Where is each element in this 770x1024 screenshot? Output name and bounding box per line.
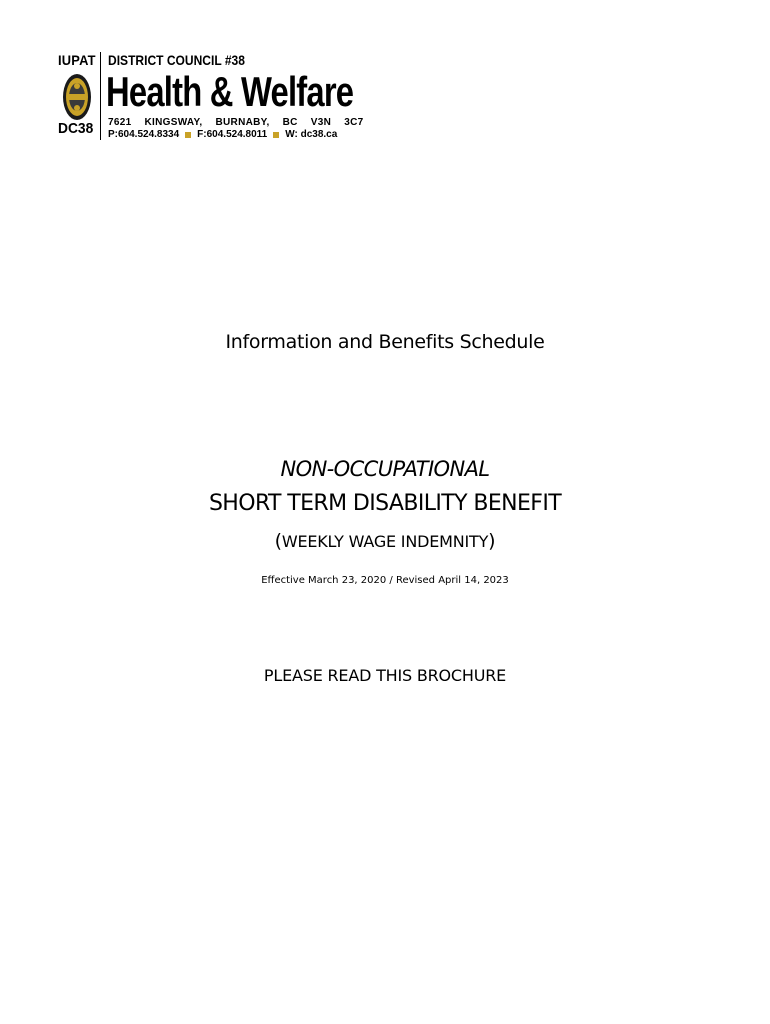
organization-title: Health & Welfare [106,68,354,115]
benefit-category: NON-OCCUPATIONAL [280,457,490,481]
subtitle-open-paren: ( [274,530,282,552]
letterhead [58,50,368,140]
subtitle-close-paren: ) [488,530,496,552]
square-bullet-icon [185,132,191,138]
square-bullet-icon [273,132,279,138]
council-name: DISTRICT COUNCIL #38 [108,52,245,68]
contact-line [108,129,337,140]
iupat-mark: IUPAT [58,52,96,68]
letterhead-divider [100,52,101,140]
union-seal-icon [62,72,92,122]
effective-date: Effective March 23, 2020 / Revised April 14, 2023 [261,575,509,586]
benefit-subtitle [0,530,770,552]
phone-number: P:604.524.8334 [108,129,180,140]
dc38-mark: DC38 [58,120,94,137]
subtitle-text: WEEKLY WAGE INDEMNITY [281,532,489,551]
document-heading: Information and Benefits Schedule [225,331,545,353]
website: W: dc38.ca [285,129,338,140]
benefit-title: SHORT TERM DISABILITY BENEFIT [208,491,562,516]
fax-number: F:604.524.8011 [197,129,268,140]
address: 7621 KINGSWAY, BURNABY, BC V3N 3C7 [108,117,364,128]
read-notice: PLEASE READ THIS BROCHURE [263,666,507,685]
